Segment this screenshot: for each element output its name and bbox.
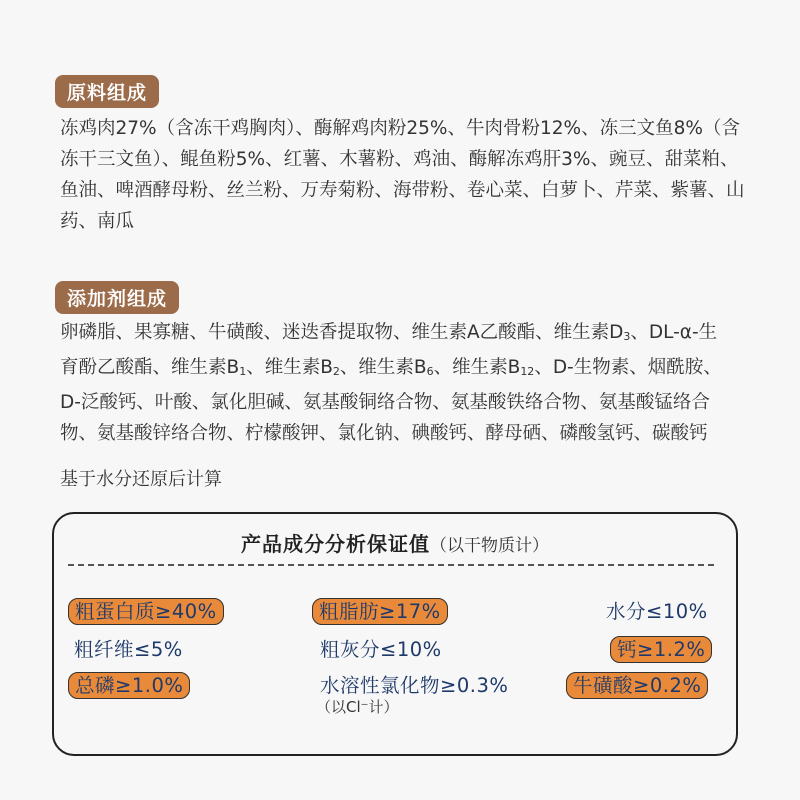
fiber-value: 粗纤维≤5% (74, 638, 183, 661)
moisture-value: 水分≤10% (606, 600, 708, 623)
additives-heading: 添加剂组成 (55, 281, 179, 314)
chloride-value: 水溶性氯化物≥0.3% (320, 674, 509, 697)
fat-value: 粗脂肪≥17% (312, 596, 448, 624)
taurine-value: 牛磺酸≥0.2% (566, 670, 708, 698)
calcium-value: 钙≥1.2% (610, 634, 712, 662)
guaranteed-analysis-box (52, 512, 738, 756)
raw-materials-text: 冻鸡肉27%（含冻干鸡胸肉）、酶解鸡肉粉25%、牛肉骨粉12%、冻三文鱼8%（含冻干三文鱼）、鲲鱼粉5%、红薯、木薯粉、鸡油、酶解冻鸡肝3%、豌豆、甜菜粕、鱼油、啤酒酵母粉、丝兰粉、万寿菊粉、海带粉、卷心菜、白萝卜、芹菜、紫薯、山药、南瓜 (60, 118, 745, 232)
moisture-basis-note: 基于水分还原后计算 (60, 469, 222, 490)
chloride-note: （以Cl⁻计） (316, 698, 399, 716)
analysis-title: 产品成分分析保证值（以干物质计） (241, 532, 549, 556)
dashed-divider (68, 564, 714, 566)
phosphorus-value: 总磷≥1.0% (68, 670, 190, 698)
ash-value: 粗灰分≤10% (320, 638, 442, 661)
additives-text: 卵磷脂、果寡糖、牛磺酸、迷迭香提取物、维生素A乙酸酯、维生素D3、DL-α-生育酚乙酸酯、维生素B1、维生素B2、维生素B6、维生素B12、D-生物素、烟酰胺、D-泛酸钙、叶酸、氯化胆碱、氨基酸铜络合物、氨基酸铁络合物、氨基酸锰络合物、氨基酸锌络合物、柠檬酸钾、氯化钠、碘酸钙、酵母硒、磷酸氢钙、碳酸钙 (60, 322, 722, 444)
raw-materials-heading: 原料组成 (55, 75, 159, 108)
protein-value: 粗蛋白质≥40% (68, 596, 224, 624)
